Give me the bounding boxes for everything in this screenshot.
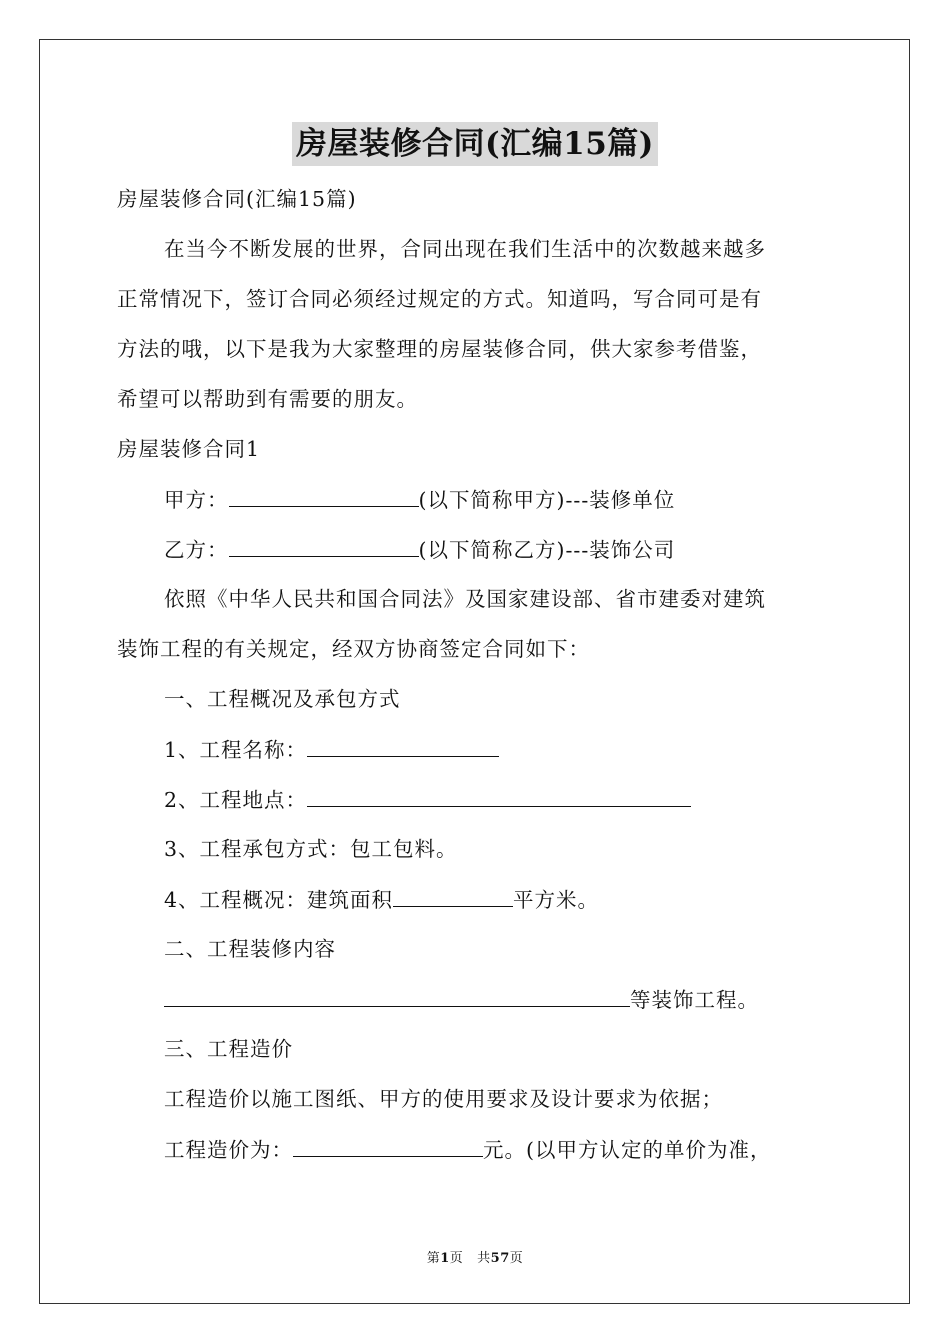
contract-heading: 房屋装修合同1 bbox=[117, 437, 261, 461]
page-footer bbox=[0, 1247, 950, 1266]
section-2-suffix: 等装饰工程。 bbox=[630, 988, 759, 1012]
item-4-blank bbox=[393, 884, 513, 907]
section-3-line-2 bbox=[164, 1134, 884, 1165]
section-3-line-1: 工程造价以施工图纸、甲方的使用要求及设计要求为依据； bbox=[164, 1087, 723, 1111]
party-a-blank bbox=[229, 484, 419, 507]
price-suffix: 元。(以甲方认定的单价为准， bbox=[483, 1138, 772, 1162]
title-container bbox=[0, 122, 950, 166]
party-a-suffix: (以下简称甲方)---装修单位 bbox=[418, 488, 676, 512]
section-1-item-3: 3、工程承包方式：包工包料。 bbox=[164, 837, 458, 861]
footer-page-prefix: 第 bbox=[426, 1251, 441, 1266]
footer-page-number: 1 bbox=[440, 1251, 450, 1266]
intro-line-1: 在当今不断发展的世界，合同出现在我们生活中的次数越来越多 bbox=[164, 237, 766, 261]
footer-total-pages: 57 bbox=[490, 1251, 510, 1266]
price-prefix: 工程造价为： bbox=[164, 1138, 293, 1162]
price-blank bbox=[293, 1134, 483, 1157]
footer-page-mid: 页 共 bbox=[449, 1251, 491, 1266]
section-1-item-4 bbox=[164, 884, 884, 915]
party-b-label: 乙方： bbox=[164, 538, 229, 562]
section-1-item-2 bbox=[164, 784, 884, 815]
section-3-heading: 三、工程造价 bbox=[164, 1037, 293, 1061]
intro-line-3: 方法的哦，以下是我为大家整理的房屋装修合同，供大家参考借鉴， bbox=[117, 337, 762, 361]
section-1-heading: 一、工程概况及承包方式 bbox=[164, 687, 401, 711]
party-a-label: 甲方： bbox=[164, 488, 229, 512]
party-b-blank bbox=[229, 534, 419, 557]
section-2-blank bbox=[164, 984, 630, 1007]
basis-line-1: 依照《中华人民共和国合同法》及国家建设部、省市建委对建筑 bbox=[164, 587, 766, 611]
page-border bbox=[39, 39, 910, 1304]
party-a-line bbox=[164, 484, 884, 515]
document-subtitle: 房屋装修合同(汇编15篇) bbox=[117, 187, 357, 211]
item-1-blank bbox=[307, 734, 499, 757]
document-title: 房屋装修合同(汇编15篇) bbox=[292, 122, 658, 166]
basis-line-2: 装饰工程的有关规定，经双方协商签定合同如下： bbox=[117, 637, 590, 661]
intro-line-2: 正常情况下，签订合同必须经过规定的方式。知道吗，写合同可是有 bbox=[117, 287, 762, 311]
section-2-content-line bbox=[164, 984, 884, 1015]
item-2-label: 2、工程地点： bbox=[164, 788, 308, 812]
footer-page-suffix: 页 bbox=[509, 1251, 524, 1266]
party-b-suffix: (以下简称乙方)---装饰公司 bbox=[418, 538, 676, 562]
intro-line-4: 希望可以帮助到有需要的朋友。 bbox=[117, 387, 418, 411]
item-4-prefix: 4、工程概况：建筑面积 bbox=[164, 888, 394, 912]
item-4-suffix: 平方米。 bbox=[513, 888, 600, 912]
item-1-label: 1、工程名称： bbox=[164, 738, 308, 762]
party-b-line bbox=[164, 534, 884, 565]
section-1-item-1 bbox=[164, 734, 884, 765]
section-2-heading: 二、工程装修内容 bbox=[164, 937, 336, 961]
item-2-blank bbox=[307, 784, 691, 807]
